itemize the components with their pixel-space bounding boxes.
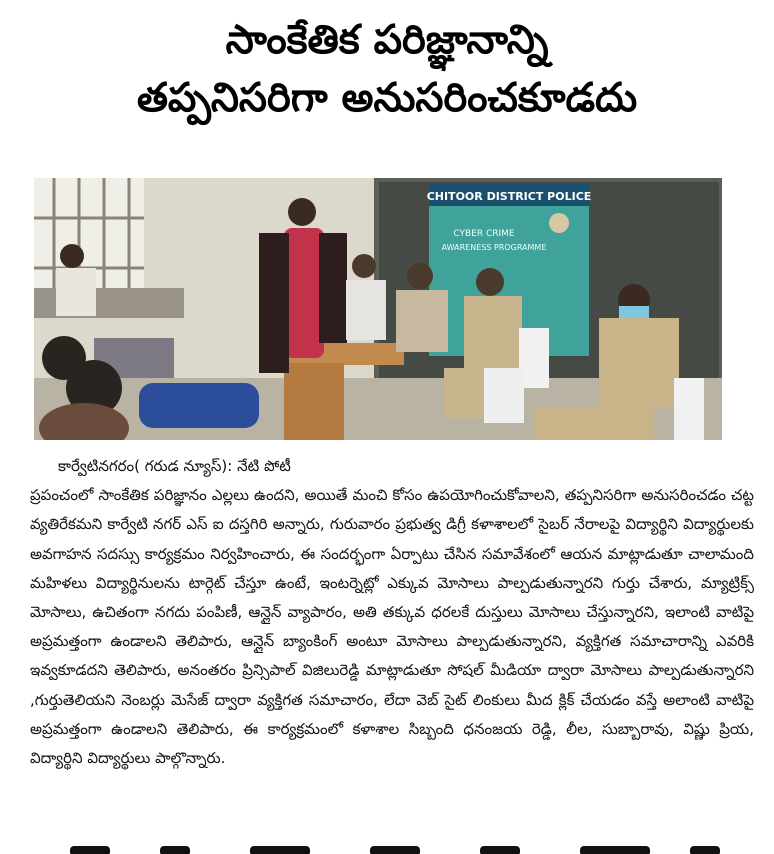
headline-line-1: సాంకేతిక పరిజ్ఞానాన్ని bbox=[225, 17, 549, 63]
article bbox=[30, 452, 754, 773]
banner-title: CHITOOR DISTRICT POLICE bbox=[426, 190, 592, 203]
article-dateline: కార్వేటినగరం( గరుడ న్యూస్): నేటి పోటీ bbox=[58, 457, 291, 475]
next-headline-fragment bbox=[40, 840, 740, 854]
headline bbox=[0, 14, 774, 124]
banner-line-2: AWARENESS PROGRAMME bbox=[441, 243, 547, 252]
article-body: ప్రపంచంలో సాంకేతిక పరిజ్ఞానం ఎల్లలు ఉందని, అయితే మంచి కోసం ఉపయోగించుకోవాలని, తప్పనిసరిగా అనుసరించడం చట్ట వ్యతిరేకమని కార్వేటి నగర్ ఎస్ ఐ దస్తగిరి అన్నారు, గురువారం ప్రభుత్వ డిగ్రీ కళాశాలలో సైబర్ నేరాలపై విద్యార్థిని విద్యార్థులకు అవగాహన సదస్సు కార్యక్రమం నిర్వహించారు, ఈ సందర్భంగా ఏర్పాటు చేసిన సమావేశంలో ఆయన మాట్లాడుతూ చాలామంది మహిళలు విద్యార్థినులను టార్గెట్ చేస్తూ ఉంటే, ఇంటర్నెట్లో ఎక్కువ మోసాలు పాల్పడుతున్నారని గుర్తు చేశారు, మ్యాట్రిక్స్ మోసాలు, ఉచితంగా నగదు పంపిణీ, ఆన్లైన్ వ్యాపారం, అతి తక్కువ ధరలకే దుస్తులు మోసాలు చేస్తున్నారని, ఇలాంటి వాటిపై అప్రమత్తంగా ఉండాలని తెలిపారు, ఆన్లైన్ బ్యాంకింగ్ అంటూ మోసాలు పాల్పడుతున్నారని, వ్యక్తిగత సమాచారాన్ని ఎవరికి ఇవ్వకూడదని తెలిపారు, అనంతరం ప్రిన్సిపాల్ విజిలురెడ్డి మాట్లాడుతూ సోషల్ మీడియా ద్వారా మోసాలు పాల్పడుతున్నారని ,గుర్తుతెలియని నెంబర్లు మెసేజ్ ద్వారా వ్యక్తిగత సమాచారం, లేదా వెబ్ సైట్ లింకులు మీద క్లిక్ చేయడం వస్తే అలాంటి వాటిపై అప్రమత్తంగా ఉండాలని తెలిపారు, ఈ కార్యక్రమంలో కళాశాల సిబ్బంది ధనంజయ రెడ్డి, లీల, సుబ్బారావు, విష్ణు ప్రియ, విద్యార్థిని విద్యార్థులు పాల్గొన్నారు. bbox=[30, 486, 754, 768]
news-photo bbox=[34, 178, 722, 440]
banner-line-1: CYBER CRIME bbox=[453, 229, 515, 239]
classroom-scene-illustration bbox=[34, 178, 722, 440]
headline-line-2: తప్పనిసరిగా అనుసరించకూడదు bbox=[136, 75, 638, 121]
